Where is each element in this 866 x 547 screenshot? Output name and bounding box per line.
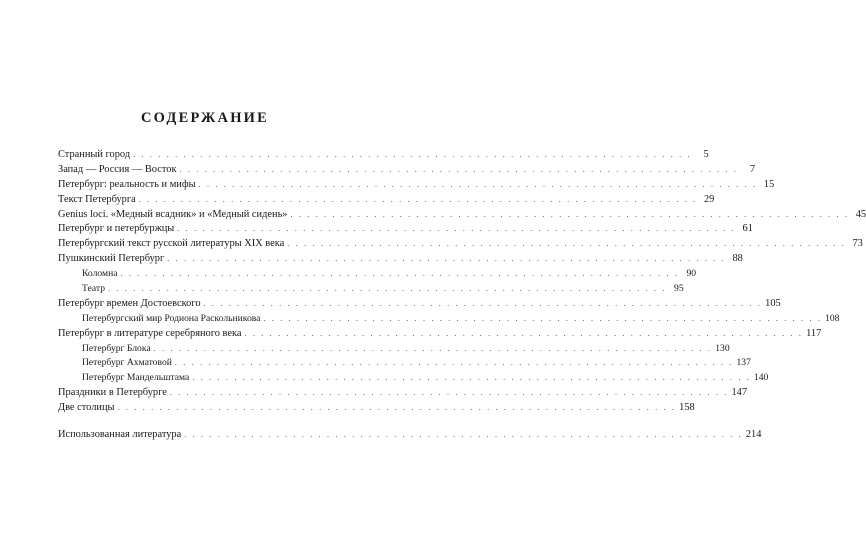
toc-entry xyxy=(58,148,709,163)
toc-subentry xyxy=(58,267,697,282)
toc-entry-label: Использованная литература xyxy=(58,429,182,441)
toc-page-number: 45 xyxy=(855,208,866,220)
toc-entry-label: Петербург: реальность и мифы xyxy=(58,178,196,190)
dot-leader: . . . . . . . . . . . . . . . . . . . . . . . . . . . . . . . . . . . . . . . . . . . . . . . . . . . . . . . . . . . . . . . . . . . xyxy=(117,403,677,413)
toc-entry-label: Петербургский текст русской литературы XIX века xyxy=(58,238,285,250)
toc-page-number: 140 xyxy=(753,372,769,384)
toc-page-number: 117 xyxy=(806,327,822,339)
dot-leader: . . . . . . . . . . . . . . . . . . . . . . . . . . . . . . . . . . . . . . . . . . . . . . . . . . . . . . . . . . . . . . . . . . . xyxy=(184,430,743,440)
dot-leader: . . . . . . . . . . . . . . . . . . . . . . . . . . . . . . . . . . . . . . . . . . . . . . . . . . . . . . . . . . . . . . . . . . . xyxy=(192,373,751,383)
dot-leader: . . . . . . . . . . . . . . . . . . . . . . . . . . . . . . . . . . . . . . . . . . . . . . . . . . . . . . . . . . . . . . . . . . . xyxy=(120,269,680,279)
toc-entry-label: Запад — Россия — Восток xyxy=(58,163,177,175)
dot-leader: . . . . . . . . . . . . . . . . . . . . . . . . . . . . . . . . . . . . . . . . . . . . . . . . . . . . . . . . . . . . . . . . . . . xyxy=(167,254,726,264)
toc-entry-label: Петербург Мандельштама xyxy=(82,372,190,384)
toc-entry-label: Две столицы xyxy=(58,402,115,414)
toc-entry-label: Петербург и петербуржцы xyxy=(58,223,175,235)
toc-page-number: 7 xyxy=(749,163,756,175)
toc-entry xyxy=(58,386,748,401)
toc-entry xyxy=(58,297,781,312)
toc-page-number: 15 xyxy=(763,178,775,190)
toc-page-number: 105 xyxy=(765,297,781,309)
toc-page-number: 95 xyxy=(674,283,684,295)
dot-leader: . . . . . . . . . . . . . . . . . . . . . . . . . . . . . . . . . . . . . . . . . . . . . . . . . . . . . . . . . . . . . . . . . . . xyxy=(169,388,729,398)
toc-page-number: 214 xyxy=(745,429,762,441)
toc-entry-label: Петербургский мир Родиона Раскольникова xyxy=(82,312,261,324)
toc-page-number: 61 xyxy=(742,223,753,235)
dot-leader: . . . . . . . . . . . . . . . . . . . . . . . . . . . . . . . . . . . . . . . . . . . . . . . . . . . . . . . . . . . . . . . . . . . xyxy=(244,328,804,338)
toc-entry xyxy=(58,208,866,223)
toc-entry xyxy=(58,178,775,193)
toc-page-number: 130 xyxy=(715,342,730,354)
toc-entry xyxy=(58,327,822,342)
page-title: СОДЕРЖАНИЕ xyxy=(140,110,270,126)
toc-entry xyxy=(58,401,695,416)
section-gap xyxy=(58,416,334,428)
toc-page-number: 29 xyxy=(703,193,715,205)
toc-entry-label: Праздники в Петербурге xyxy=(58,387,167,399)
toc-entry-label: Петербург Блока xyxy=(82,342,151,354)
toc-entry-label: Пушкинский Петербург xyxy=(58,253,165,265)
dot-leader: . . . . . . . . . . . . . . . . . . . . . . . . . . . . . . . . . . . . . . . . . . . . . . . . . . . . . . . . . . . . . . . . . . . xyxy=(290,209,850,219)
dot-leader: . . . . . . . . . . . . . . . . . . . . . . . . . . . . . . . . . . . . . . . . . . . . . . . . . . . . . . . . . . . . . . . . . . . xyxy=(287,239,846,249)
dot-leader: . . . . . . . . . . . . . . . . . . . . . . . . . . . . . . . . . . . . . . . . . . . . . . . . . . . . . . . . . . . . . . . . . . . xyxy=(133,150,692,159)
dot-leader: . . . . . . . . . . . . . . . . . . . . . . . . . . . . . . . . . . . . . . . . . . . . . . . . . . . . . . . . . . . . . . . . . . . xyxy=(198,179,758,189)
toc-subentry xyxy=(58,356,751,371)
toc-entry xyxy=(58,222,753,237)
toc-page-number: 137 xyxy=(736,357,751,369)
toc-entry-label: Театр xyxy=(82,283,105,295)
toc-subentry xyxy=(58,282,684,297)
toc-page-number: 147 xyxy=(731,387,748,399)
toc-subentry xyxy=(58,342,730,357)
toc-page-number: 158 xyxy=(679,402,695,414)
dot-leader: . . . . . . . . . . . . . . . . . . . . . . . . . . . . . . . . . . . . . . . . . . . . . . . . . . . . . . . . . . . . . . . . . . . xyxy=(203,298,763,308)
toc-page-number: 88 xyxy=(732,253,743,265)
dot-leader: . . . . . . . . . . . . . . . . . . . . . . . . . . . . . . . . . . . . . . . . . . . . . . . . . . . . . . . . . . . . . . . . . . . xyxy=(177,224,736,234)
toc-page-number: 73 xyxy=(852,238,863,250)
toc-entry xyxy=(58,428,762,443)
toc-entry xyxy=(58,252,743,267)
dot-leader: . . . . . . . . . . . . . . . . . . . . . . . . . . . . . . . . . . . . . . . . . . . . . . . . . . . . . . . . . . . . . . . . . . . xyxy=(263,313,823,323)
dot-leader: . . . . . . . . . . . . . . . . . . . . . . . . . . . . . . . . . . . . . . . . . . . . . . . . . . . . . . . . . . . . . . . . . . . xyxy=(174,358,734,368)
toc-entry xyxy=(58,193,715,208)
toc-entry-label: Петербург Ахматовой xyxy=(82,357,172,369)
toc-page-number: 5 xyxy=(703,149,709,160)
dot-leader: . . . . . . . . . . . . . . . . . . . . . . . . . . . . . . . . . . . . . . . . . . . . . . . . . . . . . . . . . . . . . . . . . . . xyxy=(138,194,698,204)
toc-entry-label: Genius loci. «Медный всадник» и «Медный сидень» xyxy=(58,208,288,220)
toc-entry xyxy=(58,237,863,252)
dot-leader: . . . . . . . . . . . . . . . . . . . . . . . . . . . . . . . . . . . . . . . . . . . . . . . . . . . . . . . . . . . . . . . . . . . xyxy=(179,164,739,174)
toc-entry-label: Петербург в литературе серебряного века xyxy=(58,327,242,339)
toc-entry-label: Петербург времен Достоевского xyxy=(58,297,201,309)
toc-entry xyxy=(58,163,756,178)
table-of-contents xyxy=(58,148,866,443)
toc-entry-label: Текст Петербурга xyxy=(58,193,136,205)
dot-leader: . . . . . . . . . . . . . . . . . . . . . . . . . . . . . . . . . . . . . . . . . . . . . . . . . . . . . . . . . . . . . . . . . . . xyxy=(153,343,713,353)
toc-page-number: 90 xyxy=(686,268,697,280)
toc-subentry xyxy=(58,312,840,327)
toc-page-number: 108 xyxy=(825,312,840,324)
toc-entry-label: Коломна xyxy=(82,268,118,280)
toc-subentry xyxy=(58,371,769,386)
dot-leader: . . . . . . . . . . . . . . . . . . . . . . . . . . . . . . . . . . . . . . . . . . . . . . . . . . . . . . . . . . . . . . . . . . . xyxy=(108,284,667,294)
toc-entry-label: Странный город xyxy=(58,149,131,160)
